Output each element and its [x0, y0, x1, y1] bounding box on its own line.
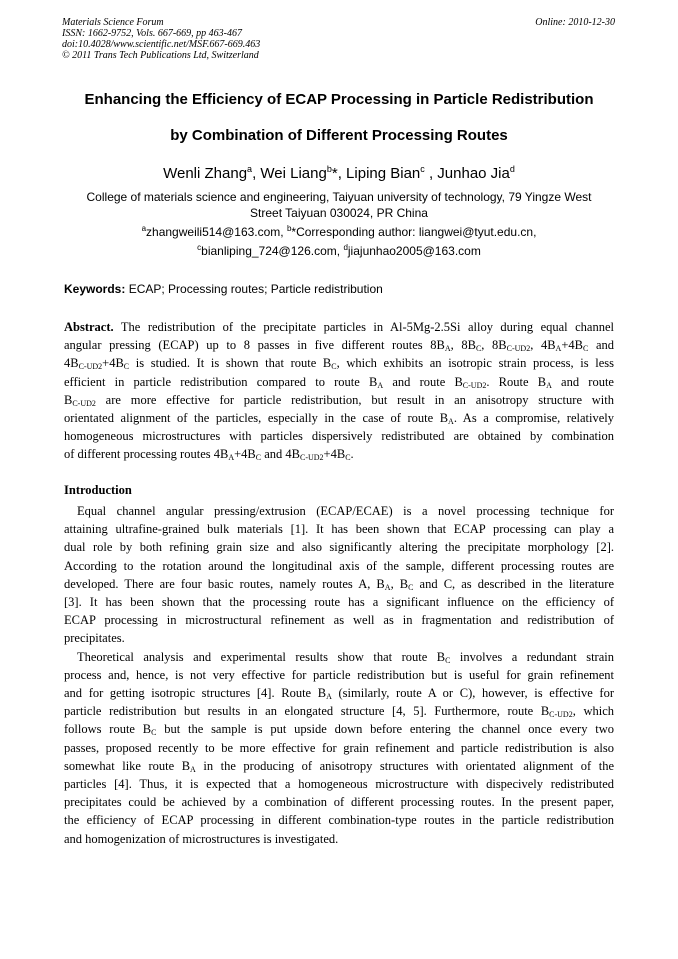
abstract-line: [64, 409, 614, 427]
author-separator: *,: [331, 165, 347, 182]
text-run: , 8B: [481, 338, 507, 353]
text-run: particle redistribution but results in an elongated structure [4, 5]. Furthermore, route B: [64, 704, 550, 719]
text-run: and homogenization of microstructures is investigated.: [64, 831, 339, 846]
text-run: are more effective for particle redistribution, but result in an anisotropy structure with: [95, 392, 614, 407]
abstract-line: [64, 336, 614, 354]
introduction-body: [64, 502, 614, 848]
text-run: and 4B: [261, 447, 300, 462]
keywords-label: Keywords:: [64, 282, 126, 296]
introduction-line: [64, 739, 614, 757]
text-run: precipitates could be achieved by a combination of different processing routes. In the present paper,: [64, 795, 614, 810]
online-date: Online: 2010-12-30: [535, 17, 615, 28]
introduction-heading: Introduction: [64, 483, 132, 497]
email-superscript: c: [197, 243, 202, 252]
affiliation-line-1: College of materials science and engineering, Taiyuan university of technology, 79 Yingze West: [86, 190, 592, 204]
subscript: C-UD2: [506, 344, 531, 354]
abstract-line: [64, 391, 614, 409]
text-run: follows route B: [64, 722, 152, 737]
text-run: in the producing of anisotropy structures with orientated alignment of the: [195, 758, 614, 773]
text-run: +4B: [234, 447, 256, 462]
text-run: involves a redundant strain: [450, 649, 614, 664]
text-run: and route B: [383, 374, 463, 389]
abstract-line: [64, 373, 614, 391]
text-run: Theoretical analysis and experimental results show that route B: [77, 649, 446, 664]
text-run: . As a compromise, relatively: [453, 411, 614, 426]
abstract-line: [64, 445, 614, 463]
keywords-line: [64, 281, 615, 297]
author-superscript: a: [247, 164, 253, 174]
text-run: and C, as described in the literature: [413, 576, 614, 591]
author-list: [40, 159, 638, 184]
text-run: +4B: [561, 338, 583, 353]
text-run: 4B: [64, 356, 79, 371]
email-link[interactable]: jiajunhao2005@163.com: [347, 244, 481, 258]
text-run: and for getting isotropic structures [4]. Route B: [64, 686, 327, 701]
author-superscript: b: [326, 164, 332, 174]
subscript: A: [444, 344, 451, 354]
introduction-line: [64, 757, 614, 775]
email-link[interactable]: zhangweili514@163.com,: [146, 225, 287, 239]
doi-line: doi:10.4028/www.scientific.net/MSF.667-669.463: [62, 39, 261, 50]
subscript: C-UD2: [549, 710, 573, 720]
subscript: C-UD2: [299, 453, 324, 463]
text-run: is studied. It is shown that route B: [129, 356, 332, 371]
text-run: , 8B: [450, 338, 476, 353]
introduction-line: [64, 593, 614, 611]
text-run: The redistribution of the precipitate particles in Al-5Mg-2.5Si alloy during equal channel: [113, 320, 614, 334]
author-name: Liping Bian: [346, 165, 421, 182]
abstract-paragraph: [64, 318, 614, 464]
subscript: A: [448, 417, 454, 427]
email-link[interactable]: bianliping_724@126.com,: [201, 244, 344, 258]
text-run: According to the rotation around the longitudinal axis of the sample, different processing routes are: [64, 558, 614, 573]
subscript: A: [228, 453, 235, 463]
text-run: , B: [390, 576, 409, 591]
email-superscript: d: [343, 243, 348, 252]
subscript: C: [475, 344, 482, 354]
introduction-line: [64, 666, 614, 684]
subscript: C: [408, 582, 414, 592]
subscript: C: [123, 362, 130, 372]
introduction-line: [64, 830, 614, 848]
subscript: C: [255, 453, 262, 463]
text-run: efficient in particle redistribution compared to route B: [64, 374, 378, 389]
text-run: +4B: [102, 356, 124, 371]
abstract-line: [64, 427, 614, 445]
text-run: attaining ultrafine-grained bulk materials [1]. It has been shown that ECAP processing can play a: [64, 522, 614, 537]
author-separator: ,: [424, 165, 438, 182]
text-run: dual role by both refining grain size and also significantly altering the precipitate morphology [2].: [64, 540, 614, 555]
text-run: precipitates.: [64, 631, 125, 646]
introduction-line: [64, 629, 614, 647]
author-name: Junhao Jia: [437, 165, 510, 182]
affiliation-block: [50, 189, 628, 259]
text-run: developed. There are four basic routes, namely routes A, B: [64, 576, 385, 591]
subscript: C-UD2: [78, 362, 103, 372]
subscript: C: [151, 728, 157, 738]
text-run: and: [588, 338, 614, 353]
author-superscript: d: [509, 164, 515, 174]
introduction-line: [64, 502, 614, 520]
text-run: passes, proposed recently to be more effective for grain refinement and particle redistribution is also: [64, 740, 614, 755]
text-run: , 4B: [530, 338, 556, 353]
subscript: C: [582, 344, 589, 354]
author-superscript: c: [420, 164, 425, 174]
subscript: C-UD2: [72, 398, 96, 408]
author-name: Wenli Zhang: [163, 165, 248, 182]
introduction-line: [64, 575, 614, 593]
text-run: orientated alignment of the particles, especially in the case of route B: [64, 411, 449, 426]
introduction-line: [64, 648, 614, 666]
journal-name: Materials Science Forum: [62, 17, 164, 28]
text-run: ECAP processing in microstructural refinement as well as in fragmentation and redistribution of: [64, 613, 614, 628]
subscript: A: [190, 764, 196, 774]
text-run: particles [4]. Thus, it is expected that a homogeneous microstructure with dispecively redistributed: [64, 777, 614, 792]
introduction-line: [64, 811, 614, 829]
introduction-line: [64, 684, 614, 702]
affiliation-line-2: Street Taiyuan 030024, PR China: [250, 206, 428, 220]
text-run: and route: [551, 374, 614, 389]
introduction-line: [64, 702, 614, 720]
introduction-line: [64, 611, 614, 629]
abstract-line: [64, 354, 614, 372]
text-run: somewhat like route B: [64, 758, 191, 773]
text-run: , which: [572, 704, 614, 719]
text-run: the efficiency of ECAP processing in different combination-type routes in the particle redistribution: [64, 813, 614, 828]
email-superscript: a: [141, 224, 147, 233]
text-run: . Route B: [486, 374, 547, 389]
subscript: C: [331, 362, 337, 372]
subscript: A: [384, 582, 391, 592]
text-run: but the sample is put upside down before entering the channel once every two: [156, 722, 614, 737]
text-run: +4B: [323, 447, 346, 462]
issn-line: ISSN: 1662-9752, Vols. 667-669, pp 463-467: [62, 28, 242, 39]
email-line-2: [50, 240, 628, 259]
paper-title-line-2: by Combination of Different Processing Routes: [170, 127, 508, 144]
abstract-line: [64, 318, 614, 336]
text-run: , which exhibits an isotropic strain process, is less: [336, 356, 614, 371]
introduction-line: [64, 538, 614, 556]
subscript: C: [445, 655, 451, 665]
text-run: B: [64, 392, 73, 407]
email-line-1: [50, 221, 628, 240]
journal-header: [62, 17, 615, 61]
introduction-line: [64, 793, 614, 811]
subscript: A: [377, 380, 384, 390]
text-run: homogeneous microstructures with particles dispersively redistributed are obtained by combination: [64, 429, 614, 444]
text-run: angular pressing (ECAP) up to 8 passes in five different routes 8B: [64, 338, 445, 353]
introduction-line: [64, 520, 614, 538]
subscript: A: [326, 692, 332, 702]
text-run: [3]. It has been shown that the processing route has a significant influence on the efficiency of: [64, 595, 614, 610]
author-separator: ,: [252, 165, 261, 182]
text-run: Equal channel angular pressing/extrusion (ECAP/ECAE) is a novel processing technique for: [77, 504, 614, 518]
text-run: .: [350, 447, 354, 462]
email-superscript: b: [286, 224, 292, 233]
text-run: of different processing routes 4B: [64, 447, 229, 462]
email-link[interactable]: *Corresponding author: liangwei@tyut.edu.cn,: [291, 225, 537, 239]
subscript: A: [555, 344, 562, 354]
subscript: C-UD2: [462, 380, 487, 390]
text-run: (similarly, route A or C), however, is effective for: [331, 686, 614, 701]
paper-title-line-1: Enhancing the Efficiency of ECAP Processing in Particle Redistribution: [84, 91, 594, 108]
introduction-line: [64, 557, 614, 575]
subscript: C: [345, 453, 351, 463]
copyright-line: © 2011 Trans Tech Publications Ltd, Switzerland: [62, 50, 259, 61]
introduction-line: [64, 775, 614, 793]
abstract-label: Abstract.: [64, 320, 114, 334]
text-run: process and, hence, is not very effective for particle redistribution but is useful for grain refinement: [64, 667, 614, 682]
keywords-text: ECAP; Processing routes; Particle redistribution: [125, 282, 383, 296]
author-name: Wei Liang: [260, 165, 327, 182]
introduction-line: [64, 720, 614, 738]
subscript: A: [546, 380, 552, 390]
